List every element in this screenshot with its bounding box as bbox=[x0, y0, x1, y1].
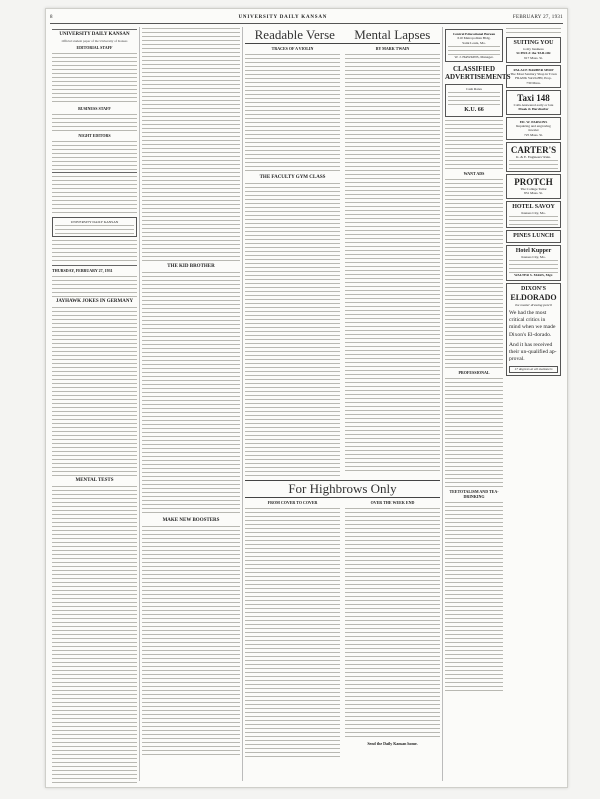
editorial-title: JAYHAWK JOKES IN GERMANY bbox=[55, 299, 134, 305]
lapses-byline: BY MARK TWAIN bbox=[375, 46, 410, 51]
parsons-ad: ED. W. PARSONS Repairing and engraving Jeweler 725 Mass. St. bbox=[506, 117, 561, 140]
poem-title: TRACES OF A VIOLIN bbox=[271, 46, 314, 51]
newspaper-page bbox=[45, 8, 568, 788]
article-text bbox=[142, 27, 240, 262]
article-text bbox=[142, 525, 240, 755]
dateline: THURSDAY, FEBRUARY 27, 1931 bbox=[52, 268, 113, 274]
editorial-title: MENTAL TESTS bbox=[75, 478, 114, 484]
article-text bbox=[245, 507, 340, 757]
editorial-text bbox=[52, 485, 137, 783]
story-title: THE KID BROTHER bbox=[167, 264, 215, 269]
staff-list bbox=[52, 52, 137, 104]
article-title: THE FACULTY GYM CLASS bbox=[259, 175, 326, 180]
professional-heading: PROFESSIONAL bbox=[458, 370, 490, 376]
column-continued bbox=[142, 27, 240, 783]
classified-heading: CLASSIFIED ADVERTISEMENTS bbox=[445, 65, 511, 82]
article-text bbox=[142, 271, 240, 516]
section-mental-lapses: Mental Lapses bbox=[354, 27, 431, 42]
page-number: 8 bbox=[50, 14, 53, 20]
schulz-tailor-ad: SUITING YOU is my business SCHULZ the TAILOR 917 Mass. St. bbox=[506, 37, 561, 63]
hotel-savoy-ad: HOTEL SAVOY Kansas City, Mo. bbox=[506, 201, 561, 228]
masthead-title: UNIVERSITY DAILY KANSAN bbox=[238, 14, 328, 20]
page-masthead bbox=[50, 11, 563, 24]
staff-heading: BUSINESS STAFF bbox=[78, 106, 111, 111]
closing-line: Send the Daily Kansan home. bbox=[367, 741, 418, 746]
column-rule bbox=[139, 27, 140, 781]
paper-name: UNIVERSITY DAILY KANSAN bbox=[59, 32, 130, 37]
taxi-ad: Taxi 148 Calls Answered early or late Moak & Hardtarfer bbox=[506, 90, 561, 115]
editorial-text bbox=[52, 306, 137, 476]
lapses-text bbox=[345, 53, 440, 474]
paper-subtitle: Official student paper of the University of Kansas bbox=[61, 39, 128, 43]
palace-barber-ad: PALACE BARBER SHOP The Most Sanitary Shop in Town FRANK VAUGHN, Prop. 730 Mass. bbox=[506, 65, 561, 88]
notice-text bbox=[52, 239, 137, 263]
want-ads-text bbox=[445, 178, 503, 368]
staff-list bbox=[52, 140, 137, 170]
classified-text bbox=[445, 119, 503, 169]
ad-text bbox=[506, 27, 561, 35]
staff-heading: NIGHT EDITORS bbox=[78, 133, 111, 138]
section-highbrows: For Highbrows Only bbox=[288, 481, 397, 496]
carters-ad: CARTER'S K. & E. Engineers' Rule. bbox=[506, 142, 561, 172]
tea-heading: TEETOTALISM AND TEA-DRINKING bbox=[449, 489, 499, 500]
subscription-notice bbox=[52, 175, 137, 215]
article-text bbox=[345, 507, 440, 739]
staff-list bbox=[52, 113, 137, 131]
editorial-text bbox=[52, 275, 137, 297]
sub-section-title: FROM COVER TO COVER bbox=[267, 500, 318, 505]
rates-box: Cash Rates K.U. 66 bbox=[445, 84, 503, 117]
column-editorial bbox=[52, 27, 137, 783]
office-box: UNIVERSITY DAILY KANSAN bbox=[52, 217, 137, 237]
bureau-ad: Central Educational Bureau 610 Metropolitan Bldg. Saint Louis, Mo. W. J. HAWKINS, Manager. bbox=[445, 29, 503, 62]
protch-ad: PROTCH The College Tailor 831 Mass. St. bbox=[506, 174, 561, 199]
column-rule bbox=[242, 27, 243, 781]
professional-text bbox=[445, 377, 503, 487]
staff-heading: EDITORIAL STAFF bbox=[76, 45, 113, 50]
column-ads bbox=[445, 27, 561, 783]
hotel-kupper-ad: Hotel Kupper Kansas City, Mo. WALTER S. MARS, Mgr. bbox=[506, 245, 561, 281]
want-ads-heading: WANT ADS bbox=[463, 171, 485, 177]
pines-lunch-ad: PINES LUNCH bbox=[506, 230, 561, 243]
sub-section-title: OVER THE WEEK END bbox=[370, 500, 415, 505]
section-readable-verse: Readable Verse bbox=[254, 27, 335, 42]
column-rule bbox=[442, 27, 443, 781]
story-title: MAKE NEW BOOSTERS bbox=[162, 518, 220, 523]
column-features bbox=[245, 27, 440, 783]
article-text bbox=[245, 182, 340, 477]
dixon-eldorado-ad: DIXON'S ELDORADO the master drawing pencil We had the most critical critics in mind when we made Dixon's El-dorado. And it has received their un-qualified ap-proval. 17 degrees at all stationers bbox=[506, 283, 561, 376]
masthead-date: FEBRUARY 27, 1931 bbox=[512, 14, 563, 20]
poem-text bbox=[245, 53, 340, 173]
tea-text bbox=[445, 501, 503, 691]
